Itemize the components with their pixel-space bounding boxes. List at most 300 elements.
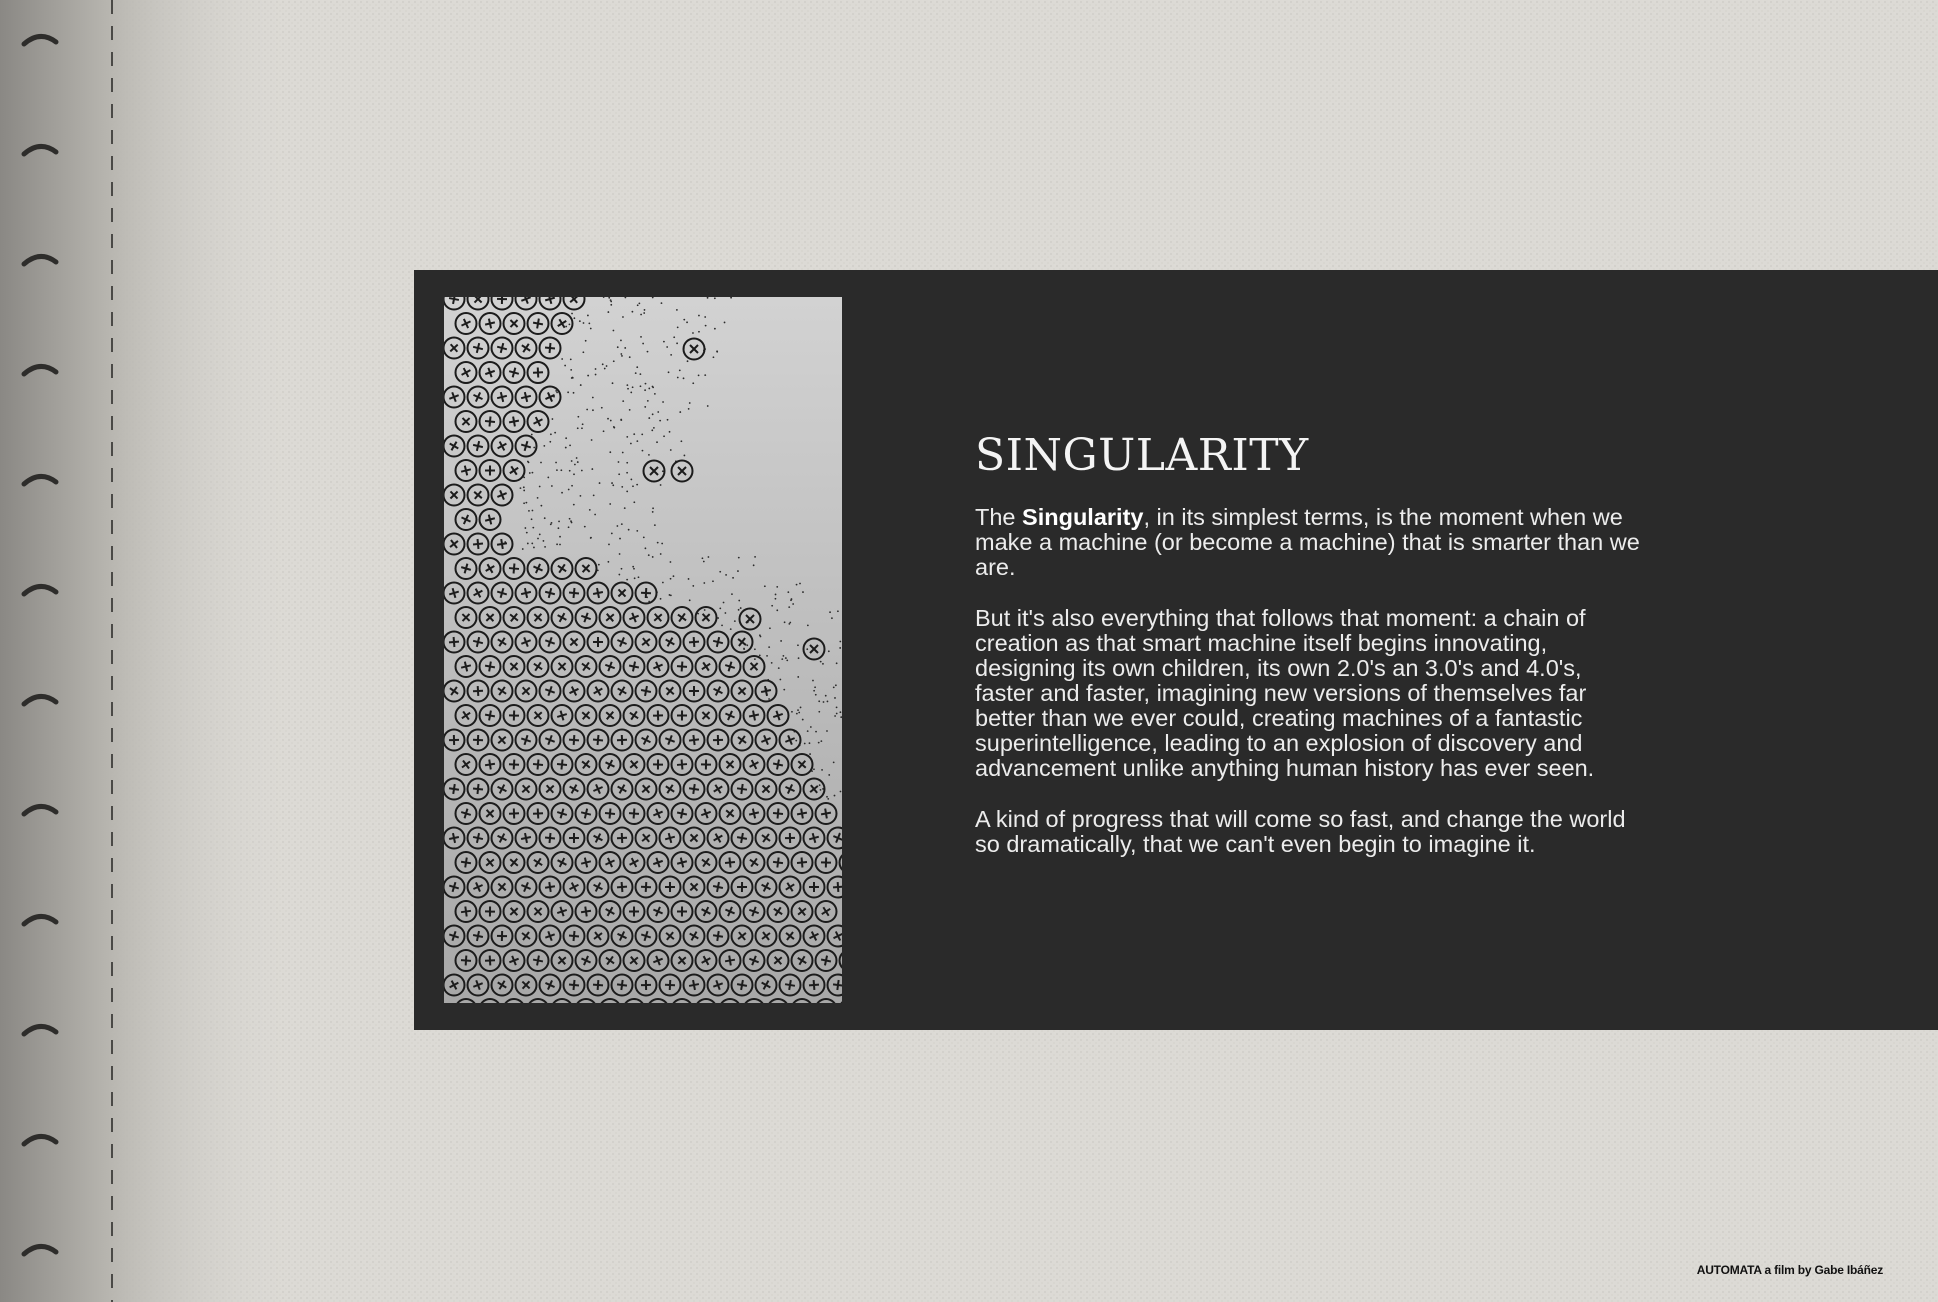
particle	[526, 532, 528, 534]
particle	[523, 490, 525, 492]
particle	[533, 547, 535, 549]
particle	[620, 340, 622, 342]
particle	[754, 556, 756, 558]
particle	[795, 740, 797, 742]
particle	[779, 679, 781, 681]
particle	[608, 544, 610, 546]
particle	[827, 701, 829, 703]
particle	[568, 526, 570, 528]
particle	[632, 386, 634, 388]
particle	[626, 462, 628, 464]
particle	[737, 570, 739, 572]
particle	[592, 397, 594, 399]
particle	[775, 594, 777, 596]
particle	[613, 360, 615, 362]
particle	[620, 353, 622, 355]
particle	[652, 507, 654, 509]
particle	[621, 568, 623, 570]
particle	[626, 472, 628, 474]
particle	[559, 544, 561, 546]
particle	[781, 658, 783, 660]
particle	[698, 374, 700, 376]
paragraph-closing: A kind of progress that will come so fast, and change the world so dramatically, that we can't even begin to imagine it.	[975, 806, 1626, 857]
particle	[561, 358, 563, 360]
particle	[527, 543, 529, 545]
particle	[610, 301, 612, 303]
particle	[613, 330, 615, 332]
particle	[797, 676, 799, 678]
particle	[657, 411, 659, 413]
particle	[792, 603, 794, 605]
particle	[712, 580, 714, 582]
particle	[609, 503, 611, 505]
particle	[622, 452, 624, 454]
particle	[645, 547, 647, 549]
particle	[820, 789, 822, 791]
particle	[532, 527, 534, 529]
particle	[648, 554, 650, 556]
particle	[823, 701, 825, 703]
particle	[802, 719, 804, 721]
particle	[826, 730, 828, 732]
particle	[834, 715, 836, 717]
particle	[806, 648, 808, 650]
particle	[670, 354, 672, 356]
particle	[683, 377, 685, 379]
particle	[663, 435, 665, 437]
particle	[629, 356, 631, 358]
particle	[640, 314, 642, 316]
particle	[732, 577, 734, 579]
particle	[788, 606, 790, 608]
particle	[707, 297, 709, 299]
particle	[636, 440, 638, 442]
particle	[680, 440, 682, 442]
particle	[797, 644, 799, 646]
particle	[809, 742, 811, 744]
particle	[613, 426, 615, 428]
particle	[585, 340, 587, 342]
particle	[532, 510, 534, 512]
particle	[583, 322, 585, 324]
particle	[754, 658, 756, 660]
particle	[813, 768, 815, 770]
particle	[677, 326, 679, 328]
particle	[652, 556, 654, 558]
particle	[627, 388, 629, 390]
particle	[619, 538, 621, 540]
particle	[636, 530, 638, 532]
particle	[746, 644, 748, 646]
particle	[555, 462, 557, 464]
particle	[667, 419, 669, 421]
particle	[670, 578, 672, 580]
particle	[547, 477, 549, 479]
particle	[724, 612, 726, 614]
particle	[754, 648, 756, 650]
particle	[654, 524, 656, 526]
particle	[540, 462, 542, 464]
particle	[620, 419, 622, 421]
particle	[679, 369, 681, 371]
particle	[592, 409, 594, 411]
particle	[587, 315, 589, 317]
particle	[813, 690, 815, 692]
particle	[565, 447, 567, 449]
particle	[698, 315, 700, 317]
particle	[629, 409, 631, 411]
particle	[827, 798, 829, 800]
particle	[621, 523, 623, 525]
particle	[815, 694, 817, 696]
particle	[677, 377, 679, 379]
particle	[836, 713, 838, 715]
particle	[640, 336, 642, 338]
particle	[626, 436, 628, 438]
particle	[661, 543, 663, 545]
particle	[638, 302, 640, 304]
particle	[676, 342, 678, 344]
particle	[719, 607, 721, 609]
particle	[618, 461, 620, 463]
particle	[819, 784, 821, 786]
particle	[576, 457, 578, 459]
particle	[785, 657, 787, 659]
particle	[833, 762, 835, 764]
particle	[692, 332, 694, 334]
particle	[537, 497, 539, 499]
particle	[666, 346, 668, 348]
particle	[630, 479, 632, 481]
particle	[768, 698, 770, 700]
particle	[607, 311, 609, 313]
particle	[549, 441, 551, 443]
intro-bold-term: Singularity	[1022, 504, 1144, 530]
particle	[791, 598, 793, 600]
particle	[833, 686, 835, 688]
particle	[643, 312, 645, 314]
particle	[569, 518, 571, 520]
particle	[647, 400, 649, 402]
particle	[707, 405, 709, 407]
particle	[769, 627, 771, 629]
particle	[670, 561, 672, 563]
particle	[738, 609, 740, 611]
particle	[660, 598, 662, 600]
particle	[783, 689, 785, 691]
particle	[639, 373, 641, 375]
particle	[594, 514, 596, 516]
particle	[642, 450, 644, 452]
particle	[523, 486, 525, 488]
particle	[601, 407, 603, 409]
particle	[543, 540, 545, 542]
particle	[788, 623, 790, 625]
particle	[642, 343, 644, 345]
particle	[550, 433, 552, 435]
particle	[692, 382, 694, 384]
particle	[571, 313, 573, 315]
particle	[839, 647, 841, 649]
particle	[703, 561, 705, 563]
particle	[630, 392, 632, 394]
particle	[580, 384, 582, 386]
particle	[778, 667, 780, 669]
particle	[676, 309, 678, 311]
particle	[660, 484, 662, 486]
particle	[635, 372, 637, 374]
particle	[607, 418, 609, 420]
particle	[626, 491, 628, 493]
footer-credit: AUTOMATA a film by Gabe Ibáñez	[1696, 1263, 1883, 1277]
particle	[828, 650, 830, 652]
particle	[768, 646, 770, 648]
particle	[652, 386, 654, 388]
particle	[810, 726, 812, 728]
particle	[637, 304, 639, 306]
particle	[670, 594, 672, 596]
particle	[560, 469, 562, 471]
particle	[721, 624, 723, 626]
particle	[586, 409, 588, 411]
particle	[581, 427, 583, 429]
particle	[679, 411, 681, 413]
particle	[611, 533, 613, 535]
particle	[565, 437, 567, 439]
particle	[648, 388, 650, 390]
particle	[556, 392, 558, 394]
particle	[525, 502, 527, 504]
particle	[705, 325, 707, 327]
particle	[622, 316, 624, 318]
particle	[544, 517, 546, 519]
particle	[730, 628, 732, 630]
particle	[568, 489, 570, 491]
particle	[659, 420, 661, 422]
particle	[593, 494, 595, 496]
particle	[552, 418, 554, 420]
particle	[800, 707, 802, 709]
particle	[780, 640, 782, 642]
particle	[569, 470, 571, 472]
particle	[574, 464, 576, 466]
particle	[561, 492, 563, 494]
particle	[766, 655, 768, 657]
particle	[567, 391, 569, 393]
particle	[550, 524, 552, 526]
particle	[818, 700, 820, 702]
particle	[775, 598, 777, 600]
particle	[764, 585, 766, 587]
particle	[839, 711, 841, 713]
particle	[626, 384, 628, 386]
particle	[818, 711, 820, 713]
particle	[527, 461, 529, 463]
particle	[804, 743, 806, 745]
particle	[834, 697, 836, 699]
particle	[798, 712, 800, 714]
particle	[644, 389, 646, 391]
particle	[582, 351, 584, 353]
particle	[531, 543, 533, 545]
particle	[753, 564, 755, 566]
particle	[714, 297, 716, 299]
particle	[647, 351, 649, 353]
particle	[807, 625, 809, 627]
particle	[612, 484, 614, 486]
particle	[776, 586, 778, 588]
particle	[599, 482, 601, 484]
particle	[636, 484, 638, 486]
particle	[738, 557, 740, 559]
particle	[689, 599, 691, 601]
paragraph-intro	[975, 505, 1645, 580]
particle	[569, 444, 571, 446]
particle	[529, 472, 531, 474]
particle	[626, 579, 628, 581]
particle	[595, 368, 597, 370]
particle	[698, 331, 700, 333]
particle	[643, 536, 645, 538]
page-title: SINGULARITY	[975, 430, 1309, 481]
particle	[571, 485, 573, 487]
particle	[683, 319, 685, 321]
particle	[708, 556, 710, 558]
particle	[522, 548, 524, 550]
particle	[723, 602, 725, 604]
particle	[829, 611, 831, 613]
particle	[734, 620, 736, 622]
particle	[702, 557, 704, 559]
particle	[787, 591, 789, 593]
particle	[565, 326, 567, 328]
particle	[704, 609, 706, 611]
particle	[836, 662, 838, 664]
particle	[602, 363, 604, 365]
particle	[826, 796, 828, 798]
particle	[619, 553, 621, 555]
particle	[719, 571, 721, 573]
particle	[633, 501, 635, 503]
particle	[564, 365, 566, 367]
particle	[704, 316, 706, 318]
particle	[771, 662, 773, 664]
particle	[822, 663, 824, 665]
particle	[648, 454, 650, 456]
particle	[618, 574, 620, 576]
particle	[577, 461, 579, 463]
particle	[652, 511, 654, 513]
particle	[743, 648, 745, 650]
particle	[628, 529, 630, 531]
particle	[577, 416, 579, 418]
particle	[668, 371, 670, 373]
particle	[539, 486, 541, 488]
particle	[633, 568, 635, 570]
particle	[616, 525, 618, 527]
particle	[570, 369, 572, 371]
particle	[570, 358, 572, 360]
particle	[644, 406, 646, 408]
particle	[591, 439, 593, 441]
particle	[587, 375, 589, 377]
particle	[840, 791, 842, 793]
particle	[539, 534, 541, 536]
particle	[657, 542, 659, 544]
particle	[618, 473, 620, 475]
particle	[661, 302, 663, 304]
particle	[807, 730, 809, 732]
particle	[834, 795, 836, 797]
particle	[590, 328, 592, 330]
particle	[554, 432, 556, 434]
particle	[579, 320, 581, 322]
particle	[738, 600, 740, 602]
particle	[670, 449, 672, 451]
particle	[636, 366, 638, 368]
particle	[714, 328, 716, 330]
particle	[654, 393, 656, 395]
particle	[669, 431, 671, 433]
particle	[631, 311, 633, 313]
particle	[725, 574, 727, 576]
particle	[740, 607, 742, 609]
particle	[573, 317, 575, 319]
particle	[802, 591, 804, 593]
particle	[621, 486, 623, 488]
particle	[839, 641, 841, 643]
particle	[520, 487, 522, 489]
particle	[638, 576, 640, 578]
particle	[837, 610, 839, 612]
particle	[645, 383, 647, 385]
particle	[660, 553, 662, 555]
particle	[528, 510, 530, 512]
particle	[604, 368, 606, 370]
particle	[648, 417, 650, 419]
particle	[673, 575, 675, 577]
particle	[717, 617, 719, 619]
particle	[703, 582, 705, 584]
particle	[656, 441, 658, 443]
particle	[624, 507, 626, 509]
particle	[809, 753, 811, 755]
particle	[652, 413, 654, 415]
article	[975, 430, 1645, 883]
particle	[836, 706, 838, 708]
particle	[771, 605, 773, 607]
particle	[580, 495, 582, 497]
particle	[640, 385, 642, 387]
particle	[796, 584, 798, 586]
particle	[556, 469, 558, 471]
particle	[532, 472, 534, 474]
particle	[653, 427, 655, 429]
particle	[831, 617, 833, 619]
particle	[621, 355, 623, 357]
dark-content-panel	[414, 270, 1938, 1030]
particle	[689, 402, 691, 404]
particle	[814, 686, 816, 688]
particle	[622, 400, 624, 402]
particle	[713, 356, 715, 358]
particle	[573, 504, 575, 506]
particle	[641, 433, 643, 435]
particle	[523, 502, 525, 504]
particle	[632, 566, 634, 568]
particle	[598, 564, 600, 566]
particle	[821, 769, 823, 771]
